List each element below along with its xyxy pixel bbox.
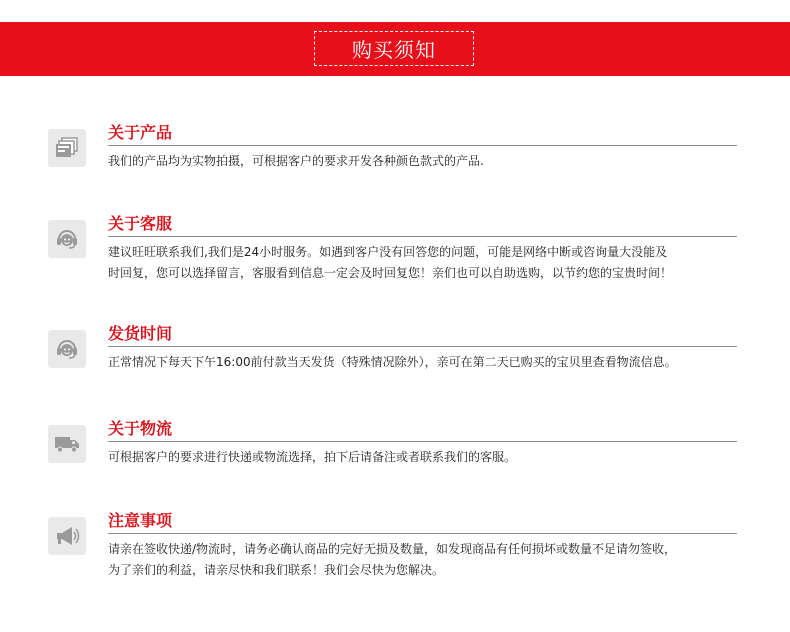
section-text: 正常情况下每天下午16:00前付款当天发货（特殊情况除外），亲可在第二天已购买的宝贝里查看物流信息。: [108, 355, 677, 369]
delivery-truck-icon: [48, 425, 86, 463]
section-title: 关于客服: [108, 214, 173, 233]
section-text: 请亲在签收快递/物流时，请务必确认商品的完好无损及数量，如发现商品有任何损坏或数量不足请勿签收， 为了亲们的利益，请亲尽快和我们联系！我们会尽快为您解决。: [108, 542, 677, 577]
section-title: 注意事项: [108, 511, 173, 530]
customer-service-icon: [48, 220, 86, 258]
section-divider: [108, 145, 737, 146]
product-photos-icon: [48, 129, 86, 167]
section-text: 我们的产品均为实物拍摄，可根据客户的要求开发各种颜色款式的产品.: [108, 154, 484, 168]
section-divider: [108, 346, 737, 347]
megaphone-icon: [48, 517, 86, 555]
section-divider: [108, 441, 737, 442]
section-title: 关于产品: [108, 123, 173, 142]
section-title: 发货时间: [108, 324, 173, 343]
section-title: 关于物流: [108, 419, 173, 438]
section-text: 可根据客户的要求进行快递或物流选择，拍下后请备注或者联系我们的客服。: [108, 450, 517, 464]
header-banner: [0, 22, 790, 76]
customer-service-icon: [48, 330, 86, 368]
page-title: 购买须知: [314, 31, 474, 66]
section-text: 建议旺旺联系我们,我们是24小时服务。如遇到客户没有回答您的问题，可能是网络中断或咨询量大没能及 时回复，您可以选择留言，客服看到信息一定会及时回复您！亲们也可以自助选购，以节约您的宝贵时间！: [108, 245, 673, 280]
section-divider: [108, 533, 737, 534]
section-divider: [108, 236, 737, 237]
